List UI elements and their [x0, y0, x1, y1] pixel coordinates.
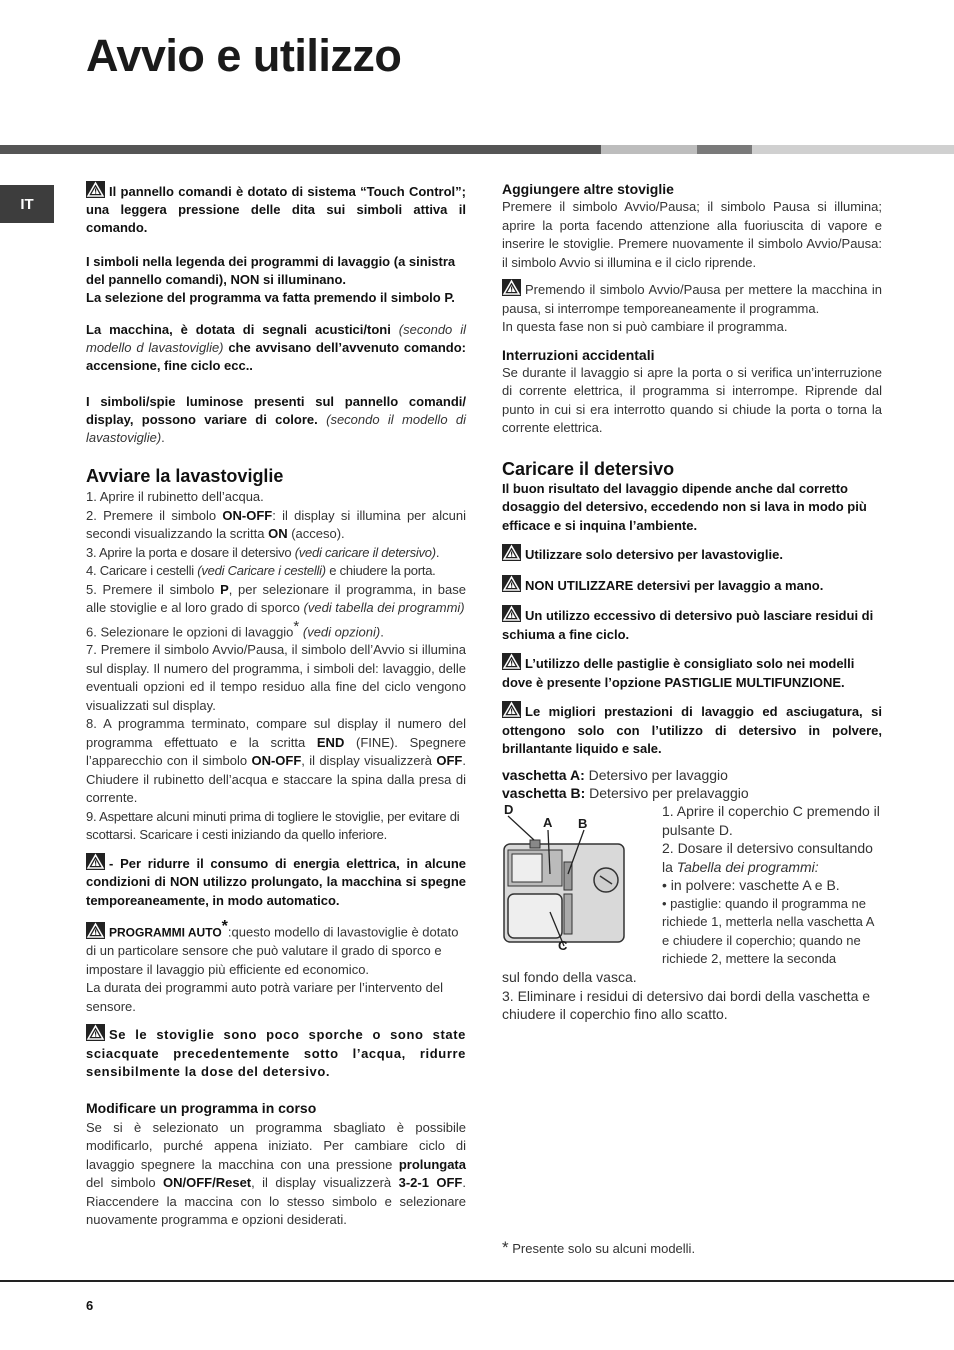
right-column-top — [502, 180, 882, 803]
intro-acoustic: La macchina, è dotata di segnali acustici/toni (secondo il modello d lavastoviglie) che avvisano dell’avvenuto comando: accensione, fine ciclo ecc.. — [86, 322, 466, 373]
section-heading-modify: Modificare un programma in corso — [86, 1099, 317, 1116]
detergent-intro: Il buon risultato del lavaggio dipende anche dal corretto dosaggio del detersivo, eccedendo non si lava in modo più efficace e si inquina l’ambiente. — [502, 480, 867, 533]
dispenser-step-1: 1. Aprire il coperchio C premendo il pulsante D. — [662, 803, 880, 838]
warning-icon — [502, 575, 521, 592]
dispenser-steps-bottom — [502, 968, 882, 1024]
warning-icon — [86, 922, 105, 939]
compartment-a: vaschetta A: Detersivo per lavaggio — [502, 766, 728, 783]
detergent-warning-2: NON UTILIZZARE detersivi per lavaggio a mano. — [502, 575, 882, 596]
dispenser-step-2: 2. Dosare il detersivo consultando la Tabella dei programmi: — [662, 840, 873, 875]
step-6: 6. Selezionare le opzioni di lavaggio* (vedi opzioni). — [86, 617, 384, 639]
warning-icon — [86, 853, 105, 870]
warning-icon — [502, 653, 521, 670]
dispenser-illustration — [502, 802, 652, 952]
intro-colors: I simboli/spie luminose presenti sul pannello comandi/ display, possono variare di colore. (secondo il modello di lavastoviglie). — [86, 394, 466, 445]
detergent-warning-1: Utilizzare solo detersivo per lavastoviglie. — [502, 544, 882, 565]
footer-rule — [0, 1280, 954, 1282]
warning-icon — [86, 1024, 105, 1041]
interruptions-text: Se durante il lavaggio si apre la porta o si verifica un’interruzione di corrente elettrica, il programma si interrompe. Riprende dal punto in cui si era interrotto quando si chiude la porta o torna la corrente elettrica. — [502, 364, 882, 435]
page-number: 6 — [86, 1298, 94, 1313]
header-band-dark — [0, 145, 601, 154]
figure-label-d: D — [504, 802, 514, 817]
modify-text: Se si è selezionato un programma sbagliato è possibile modificarlo, purché appena iniziato. Per cambiare ciclo di lavaggio spegnere la macchina con una pressione prolungata del simbolo ON/OFF/Reset, il display visualizzerà 3-2-1 OFF. Riaccendere la maccina con lo stesso simbolo e selezionare nuovamente programma e opzioni desiderati. — [86, 1119, 466, 1228]
section-heading-interruptions: Interruzioni accidentali — [502, 346, 655, 363]
header-band-light-end — [752, 145, 954, 154]
detergent-warning-3: Un utilizzo eccessivo di detersivo può lasciare residui di schiuma a fine ciclo. — [502, 605, 882, 644]
warning-energy: - Per ridurre il consumo di energia elettrica, in alcune condizioni di NON utilizzo prolungato, la macchina si spegne temporeaneamente, in modo automatico. — [86, 853, 466, 911]
step-4: 4. Caricare i cestelli (vedi Caricare i cestelli) e chiudere la porta. — [86, 563, 436, 578]
warning-icon — [502, 279, 521, 296]
compartment-b: vaschetta B: Detersivo per prelavaggio — [502, 785, 749, 801]
step-9: 9. Aspettare alcuni minuti prima di togliere le stoviglie, per evitare di scottarsi. Scaricare i cesti iniziando da quello inferiore. — [86, 808, 460, 843]
header-band-light — [601, 145, 697, 154]
language-tab: IT — [0, 185, 54, 223]
figure-label-c: C — [558, 938, 568, 953]
dispenser-tablets: • pastiglie: quando il programma ne richiede 1, metterla nella vaschetta A e chiudere il coperchio; quando ne richiede 2, mettere la seconda — [662, 895, 874, 966]
detergent-warning-5: Le migliori prestazioni di lavaggio ed asciugatura, si ottengono solo con l’utilizzo di detersivo in polvere, brillantante liquido e sale. — [502, 701, 882, 759]
intro-legend: I simboli nella legenda dei programmi di lavaggio (a sinistra del pannello comandi), NON si illuminano. La selezione del programma va fatta premendo il simbolo P. — [86, 254, 456, 305]
footnote: * Presente solo su alcuni modelli. — [502, 1238, 696, 1257]
figure-label-a: A — [543, 815, 553, 830]
dispenser-powder: • in polvere: vaschette A e B. — [662, 877, 840, 893]
dispenser-step-3: 3. Eliminare i residui di detersivo dai bordi della vaschetta e chiudere il coperchio fino allo scatto. — [502, 987, 871, 1022]
detergent-warning-4: L’utilizzo delle pastiglie è consigliato solo nei modelli dove è presente l’opzione PASTIGLIE MULTIFUNZIONE. — [502, 653, 882, 692]
warning-icon — [502, 544, 521, 561]
warning-dose: Se le stoviglie sono poco sporche o sono state sciacquate precedentemente sotto l’acqua, ridurre sensibilmente la dose del detersivo. — [86, 1024, 466, 1082]
warning-icon — [86, 181, 105, 198]
step-3: 3. Aprire la porta e dosare il detersivo (vedi caricare il detersivo). — [86, 544, 440, 560]
warning-icon — [502, 701, 521, 718]
add-text: Premere il simbolo Avvio/Pausa; il simbolo Pausa si illumina; aprire la porta facendo attenzione alla fuoriuscita di vapore e inserire le stoviglie. Premere nuovamente il simbolo Avvio/Pausa: il simbolo Avvio si illumina e il ciclo riprende. — [502, 199, 882, 270]
header-band-mid — [697, 145, 752, 154]
section-heading-start: Avviare la lavastoviglie — [86, 466, 284, 486]
auto-programs: PROGRAMMI AUTO*:questo modello di lavastoviglie è dotato di un particolare sensore che può valutare il grado di sporco e impostare il lavaggio più efficiente ed economico. La durata dei programmi auto potrà variare per l’intervento del sensore. — [86, 918, 459, 1014]
intro-touch-control: Il pannello comandi è dotato di sistema “Touch Control”; una leggera pressione delle dita sui simboli attiva il comando. — [86, 181, 466, 237]
step-8: 8. A programma terminato, compare sul display il numero del programma effettuato e la scritta END (FINE). Spegnere l’apparecchio con il simbolo ON-OFF, il display visualizzerà OFF. Chiudere il rubinetto dell’acqua e staccare la spina dalla presa di corrente. — [86, 716, 466, 806]
section-heading-detergent: Caricare il detersivo — [502, 458, 675, 479]
step-7: 7. Premere il simbolo Avvio/Pausa, il simbolo dell’Avvio si illumina sul display. Il numero del programma, i simboli del: lavaggio, delle eventuali opzioni ed il tempo residuo alla fine del ciclo vengono visualizzati sul display. — [86, 642, 466, 713]
step-1: 1. Aprire il rubinetto dell’acqua. — [86, 489, 264, 504]
dispenser-steps — [662, 802, 882, 969]
pause-warning: Premendo il simbolo Avvio/Pausa per mettere la macchina in pausa, si interrompe temporeaneamente il programma. In questa fase non si può cambiare il programma. — [502, 279, 882, 337]
page-title: Avvio e utilizzo — [86, 30, 402, 81]
step-5: 5. Premere il simbolo P, per selezionare il programma, in base alle stoviglie e al loro grado di sporco (vedi tabella dei programmi) — [86, 581, 466, 615]
left-column — [86, 181, 466, 1230]
section-heading-add: Aggiungere altre stoviglie — [502, 181, 674, 197]
warning-icon — [502, 605, 521, 622]
dispenser-tablets-cont: sul fondo della vasca. — [502, 969, 637, 985]
step-2: 2. Premere il simbolo ON-OFF: il display si illumina per alcuni secondi visualizzando la scritta ON (acceso). — [86, 507, 466, 541]
figure-label-b: B — [578, 816, 588, 831]
